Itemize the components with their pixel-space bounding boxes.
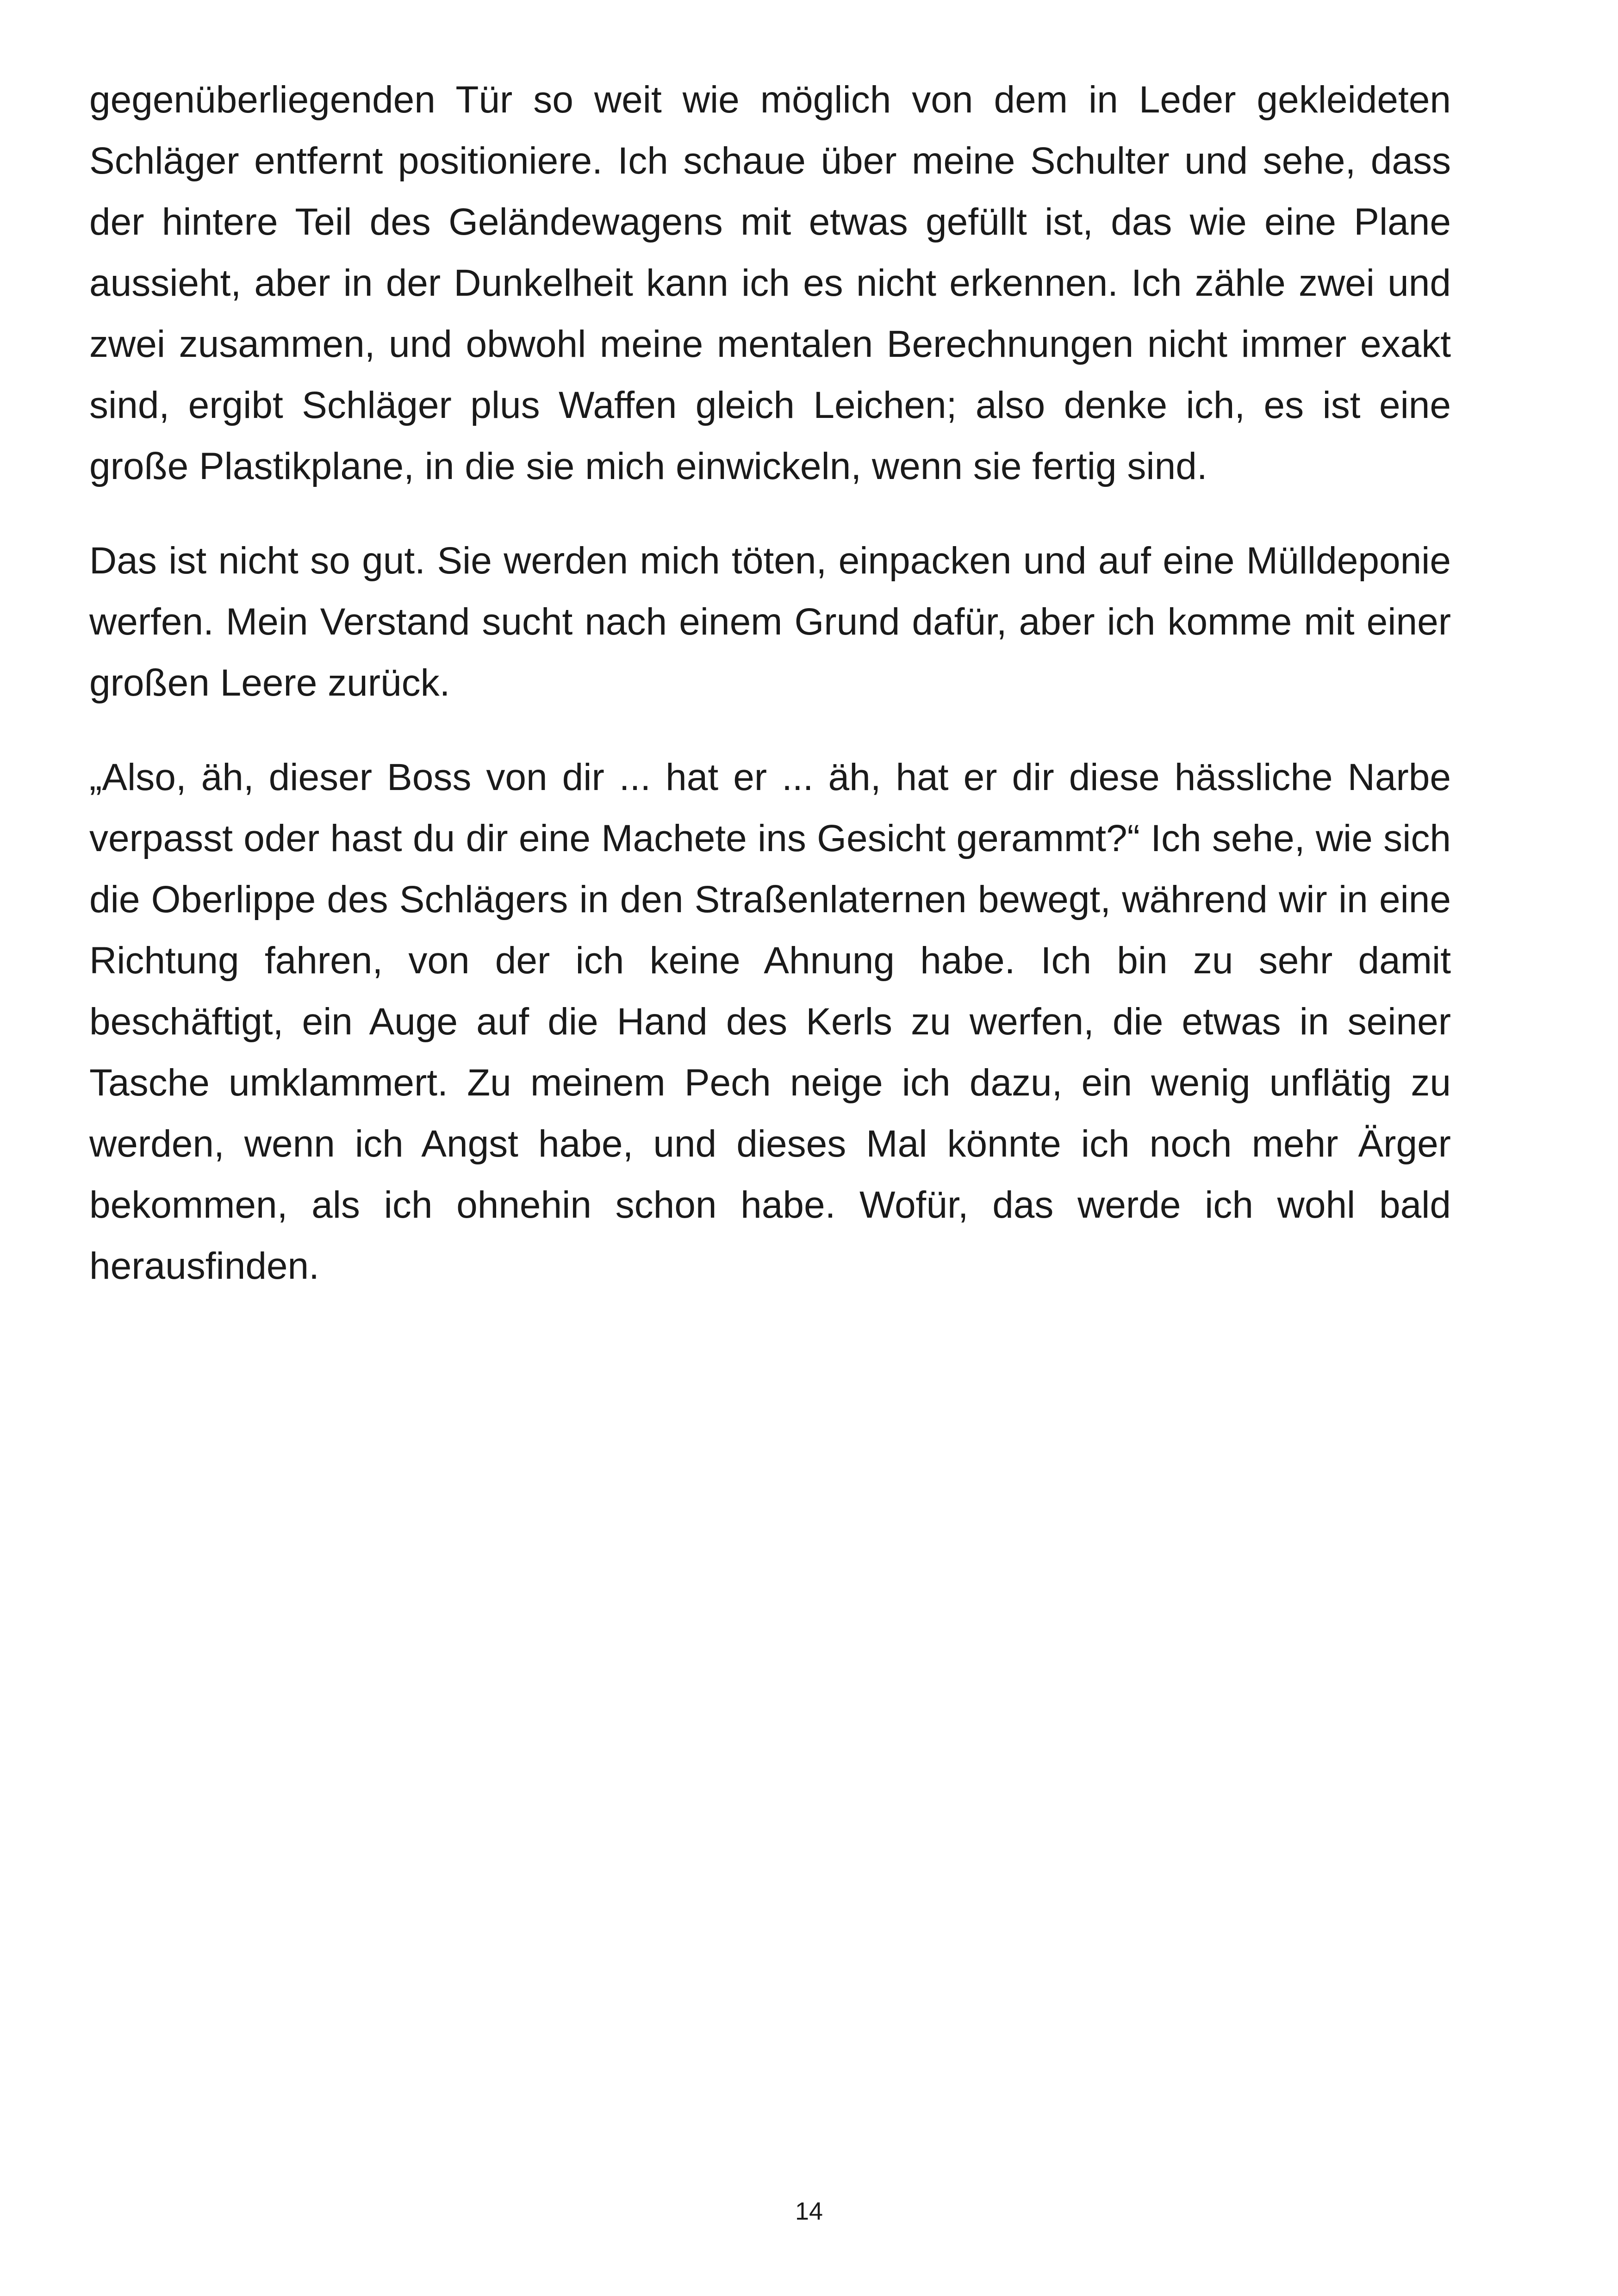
page-number: 14 xyxy=(795,2197,823,2225)
body-text xyxy=(89,69,1451,1330)
paragraph-2: Das ist nicht so gut. Sie werden mich töten, einpacken und auf eine Mülldeponie werfen. Mein Verstand sucht nach einem Grund dafür, aber ich komme mit einer großen Leere zurück. xyxy=(89,540,1451,704)
paragraph-3: „Also, äh, dieser Boss von dir ... hat er ... äh, hat er dir diese hässliche Narbe verpasst oder hast du dir eine Machete ins Gesicht gerammt?“ Ich sehe, wie sich die Oberlippe des Schlägers in den Straßenlaternen bewegt, während wir in eine Richtung fahren, von der ich keine Ahnung habe. Ich bin zu sehr damit beschäftigt, ein Auge auf die Hand des Kerls zu werfen, die etwas in seiner Tasche umklammert. Zu meinem Pech neige ich dazu, ein wenig unflätig zu werden, wenn ich Angst habe, und dieses Mal könnte ich noch mehr Ärger bekommen, als ich ohnehin schon habe. Wofür, das werde ich wohl bald herausfinden. xyxy=(89,756,1451,1287)
paragraph-1: gegenüberliegenden Tür so weit wie möglich von dem in Leder gekleideten Schläger entfernt positioniere. Ich schaue über meine Schulter und sehe, dass der hintere Teil des Geländewagens mit etwas gefüllt ist, das wie eine Plane aussieht, aber in der Dunkelheit kann ich es nicht erkennen. Ich zähle zwei und zwei zusammen, und obwohl meine mentalen Berechnungen nicht immer exakt sind, ergibt Schläger plus Waffen gleich Leichen; also denke ich, es ist eine große Plastikplane, in die sie mich einwickeln, wenn sie fertig sind. xyxy=(89,79,1451,487)
